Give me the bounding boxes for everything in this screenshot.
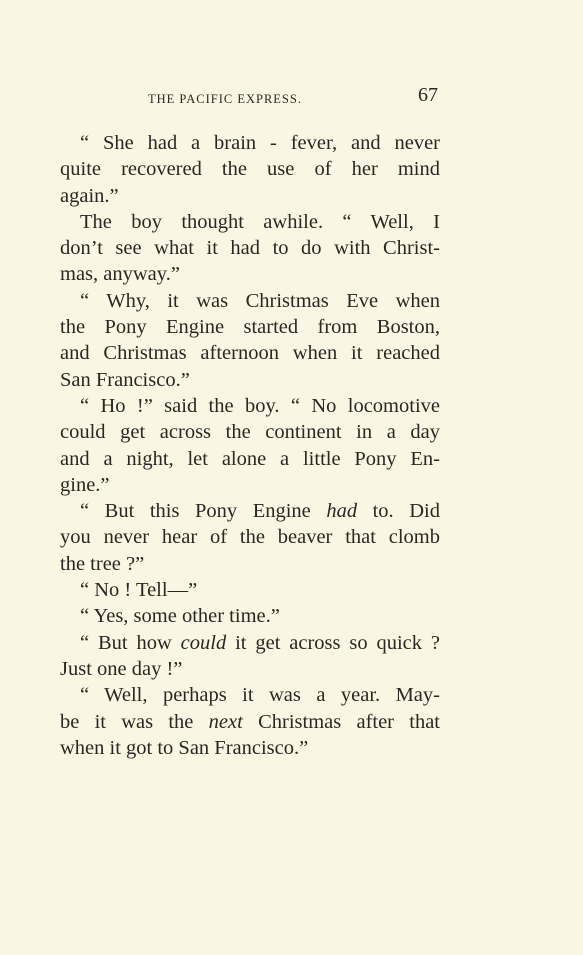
text-line [60,709,440,735]
text-line: “ Yes, some other time.” [80,605,280,628]
italic-word: could [180,631,227,654]
text-run: Christmas after that [242,710,440,733]
text-line: the tree ?” [60,552,145,575]
text-line: San Francisco.” [60,368,190,391]
text-line: Just one day !” [60,657,183,680]
text-line: “ She had a brain - fever, and never [80,132,440,154]
text-line: The boy thought awhile. “ Well, I [80,210,440,233]
text-line: gine.” [60,473,110,496]
text-run: “ But this Pony Engine [80,500,327,523]
text-line: when it got to San Francisco.” [60,736,309,759]
text-line: mas, anyway.” [60,263,180,286]
text-line: again.” [60,184,119,207]
text-line: the Pony Engine started from Boston, [60,316,440,339]
page-number: 67 [418,84,438,106]
text-line: could get across the continent in a day [60,421,440,444]
text-line: don’t see what it had to do with Christ- [60,237,440,260]
text-run: to. Did [357,500,440,523]
text-line: quite recovered the use of her mind [60,158,440,181]
text-line: “ No ! Tell—” [80,579,198,602]
text-line: “ Ho !” said the boy. “ No locomotive [80,394,440,417]
italic-word: had [326,500,358,523]
text-run: it get across so quick ? [226,631,440,654]
text-line: you never hear of the beaver that clomb [60,526,440,549]
text-line [60,498,440,524]
italic-word: next [208,710,243,733]
page-header [148,84,438,110]
text-line: “ Well, perhaps it was a year. May- [80,684,440,707]
running-title: THE PACIFIC EXPRESS. [148,92,302,106]
text-line: and Christmas afternoon when it reached [60,342,440,365]
text-line: “ Why, it was Christmas Eve when [80,289,440,312]
text-run: “ But how [80,631,181,654]
body-text [60,130,440,761]
text-line: and a night, let alone a little Pony En- [60,447,440,470]
text-line [60,630,440,656]
text-run: be it was the [60,710,209,733]
